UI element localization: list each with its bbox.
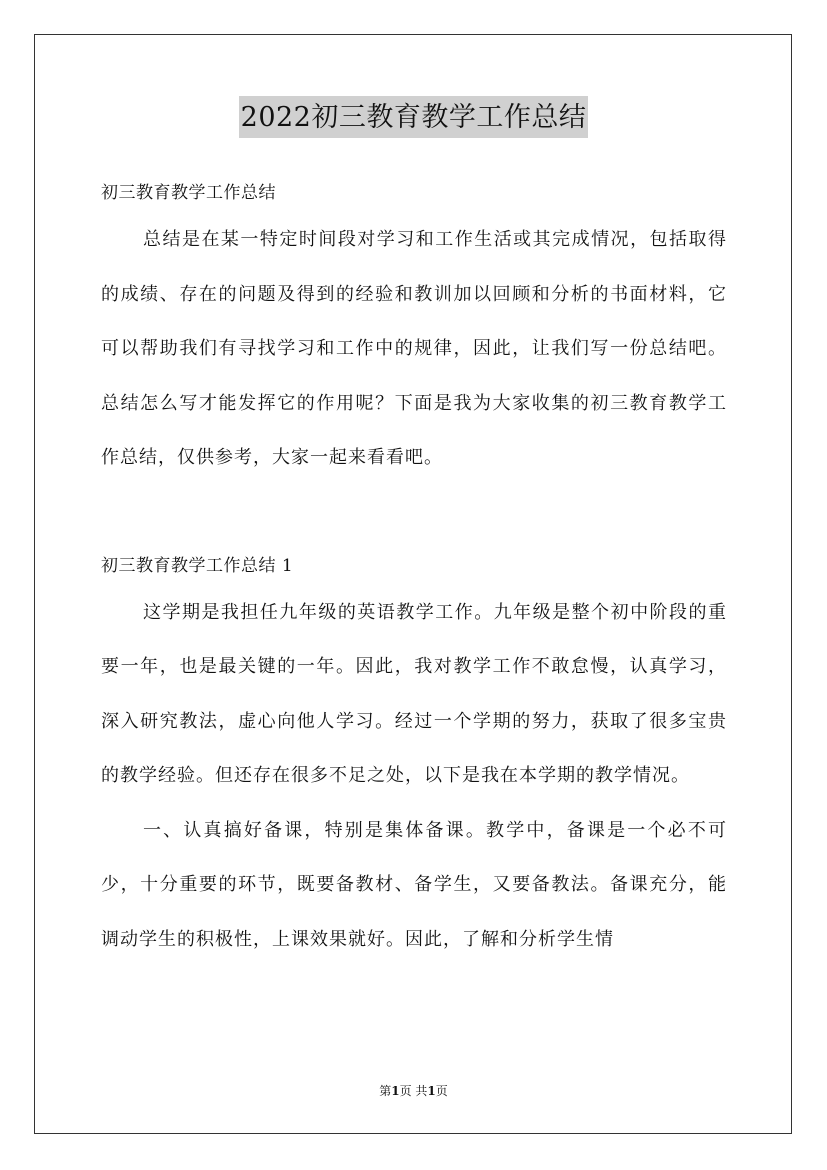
section-heading-1: 初三教育教学工作总结 1 — [101, 555, 294, 576]
intro-paragraph: 总结是在某一特定时间段对学习和工作生活或其完成情况，包括取得的成绩、存在的问题及得到的经验和教训加以回顾和分析的书面材料，它可以帮助我们有寻找学习和工作中的规律，因此，让我们写一份总结吧。总结怎么写才能发挥它的作用呢？下面是我为大家收集的初三教育教学工作总结，仅供参考，大家一起来看看吧。 — [101, 229, 727, 468]
footer-suffix: 页 — [435, 1084, 448, 1098]
title-container — [0, 96, 827, 138]
body-paragraph: 一、认真搞好备课，特别是集体备课。教学中，备课是一个必不可少，十分重要的环节，既要备教材、备学生，又要备教法。备课充分，能调动学生的积极性，上课效果就好。因此，了解和分析学生情 — [101, 819, 727, 950]
spacer — [101, 486, 727, 548]
section-heading: 初三教育教学工作总结 — [101, 183, 276, 203]
page-number: 1 — [391, 1084, 400, 1098]
footer-prefix: 第 — [379, 1084, 392, 1098]
document-body — [101, 175, 727, 967]
body-paragraph: 这学期是我担任九年级的英语教学工作。九年级是整个初中阶段的重要一年，也是最关键的一年。因此，我对教学工作不敢怠慢，认真学习，深入研究教法，虚心向他人学习。经过一个学期的努力，获取了很多宝贵的教学经验。但还存在很多不足之处，以下是我在本学期的教学情况。 — [101, 601, 727, 786]
page-footer — [0, 1083, 827, 1099]
document-title: 2022初三教育教学工作总结 — [239, 96, 589, 138]
footer-mid: 页 共 — [399, 1084, 428, 1098]
page-total: 1 — [427, 1084, 436, 1098]
